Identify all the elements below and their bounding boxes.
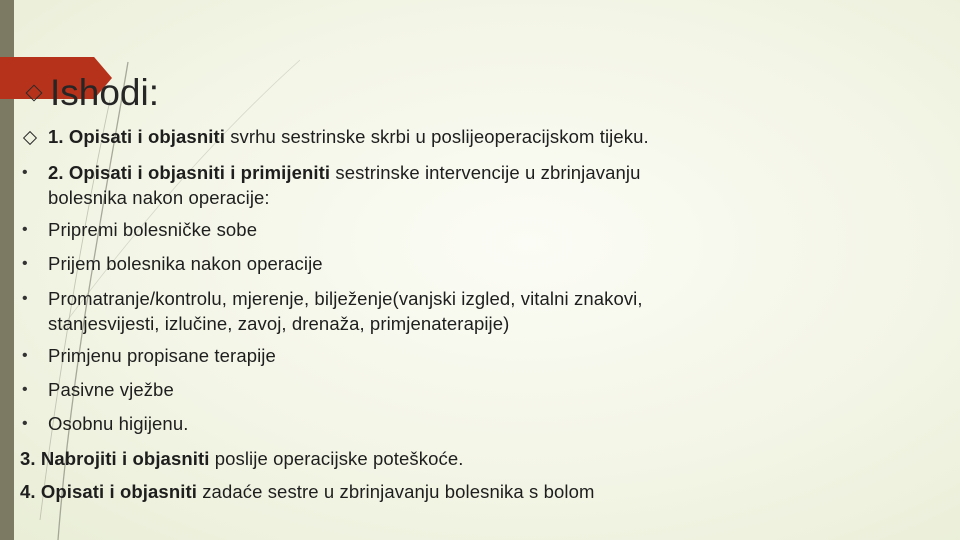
list-item-text: Pasivne vježbe (48, 379, 174, 400)
bullet-dot: • (22, 415, 28, 432)
outcome-2 (22, 160, 641, 210)
slide-title-text: Ishodi: (50, 72, 160, 113)
outcome-2-text: sestrinske intervencije u zbrinjavanju (330, 162, 641, 183)
diamond-bullet-icon (26, 85, 43, 102)
bullet-dot: • (22, 347, 28, 364)
bullet-dot: • (22, 221, 28, 238)
list-item-text-line2: stanjesvijesti, izlučine, zavoj, drenaža, primjenaterapije) (48, 313, 510, 334)
outcome-1-text: svrhu sestrinske skrbi u poslijeoperacijskom tijeku. (224, 126, 649, 147)
list-item-text: Prijem bolesnika nakon operacije (48, 253, 323, 274)
bullet-dot: • (22, 290, 28, 307)
outcome-2-line2: bolesnika nakon operacije: (48, 187, 270, 208)
list-item (22, 286, 643, 336)
list-item (22, 343, 276, 368)
outcome-4-text: zadaće sestre u zbrinjavanju bolesnika s bolom (196, 481, 595, 502)
list-item (22, 377, 174, 402)
bullet-dot: • (22, 164, 28, 181)
list-item-text: Osobnu higijenu. (48, 413, 189, 434)
outcome-4-bold: 4. Opisati i objasniti (20, 481, 197, 502)
list-item-text: Pripremi bolesničke sobe (48, 219, 258, 240)
outcome-3-text: poslije operacijske poteškoće. (209, 448, 464, 469)
list-item (22, 217, 258, 242)
list-item (22, 251, 323, 276)
outcome-1-bold: 1. Opisati i objasniti (48, 126, 225, 147)
bullet-dot: • (22, 381, 28, 398)
outcome-4 (20, 479, 595, 504)
outcome-1 (48, 124, 649, 149)
outcome-3 (20, 446, 464, 471)
list-item-text: Promatranje/kontrolu, mjerenje, bilježenje(vanjski izgled, vitalni znakovi, (48, 288, 643, 309)
bullet-dot: • (22, 255, 28, 272)
diamond-bullet-icon (23, 131, 37, 145)
list-item-text: Primjenu propisane terapije (48, 345, 276, 366)
list-item (22, 411, 189, 436)
outcome-3-bold: 3. Nabrojiti i objasniti (20, 448, 210, 469)
slide-title (28, 70, 159, 116)
outcome-2-bold: 2. Opisati i objasniti i primijeniti (48, 162, 331, 183)
